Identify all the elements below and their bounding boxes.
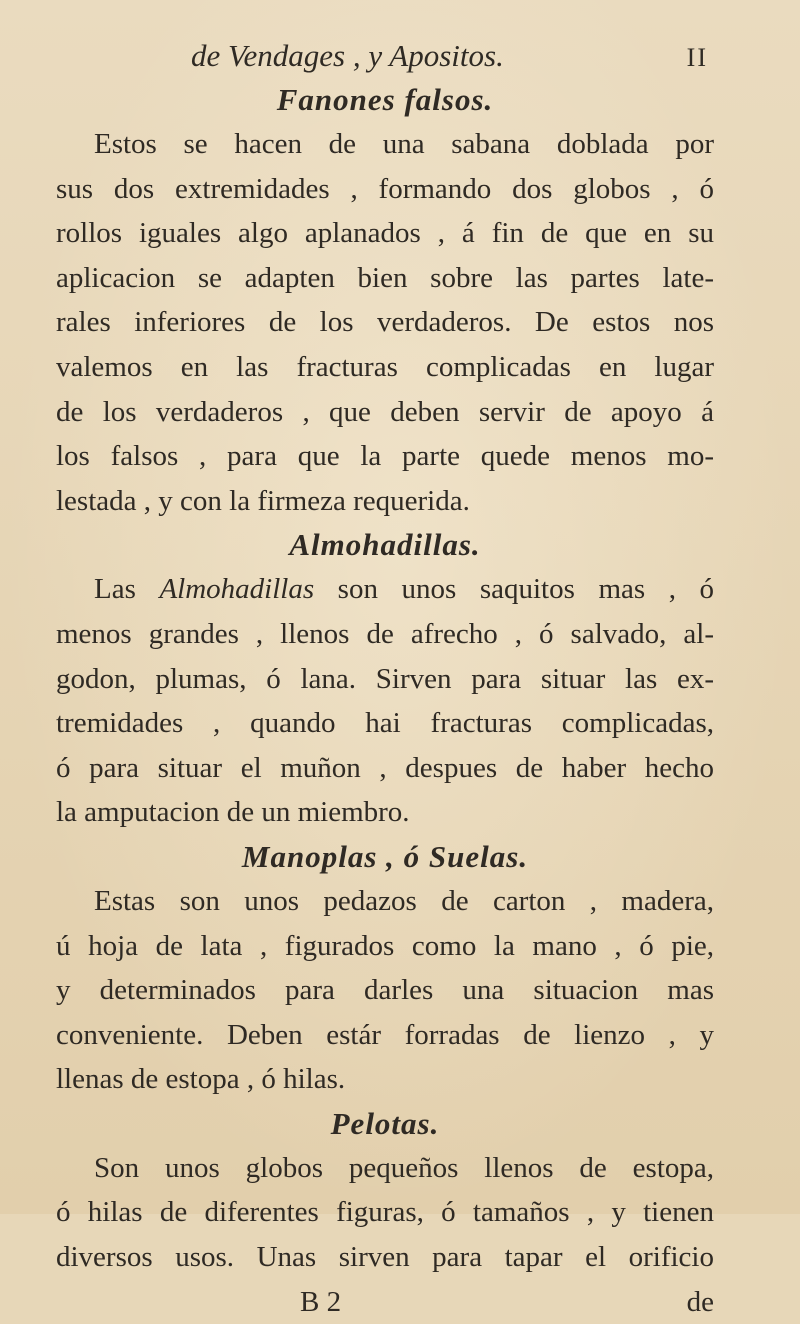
paragraph-fanones [56, 122, 714, 523]
paragraph-pelotas [56, 1146, 714, 1280]
text-line: diversos usos. Unas sirven para tapar el orificio [56, 1241, 714, 1274]
text-run: Las [94, 573, 160, 606]
text-line: godon, plumas, ó lana. Sirven para situar las ex- [56, 662, 714, 695]
paragraph-manoplas [56, 879, 714, 1102]
section-title-fanones: Fanones falsos. [276, 82, 494, 117]
text-line [56, 567, 714, 612]
text-line: ó hilas de diferentes figuras, ó tamaños , y tienen [56, 1196, 714, 1229]
text-line: conveniente. Deben estár forradas de lienzo , y [56, 1018, 714, 1051]
text-run: son unos saquitos mas , ó [314, 573, 715, 606]
text-line: los falsos , para que la parte quede menos mo- [56, 440, 714, 473]
page-number: II [686, 43, 708, 72]
text-line: y determinados para darles una situacion mas [56, 974, 714, 1007]
section-title-pelotas: Pelotas. [330, 1105, 440, 1141]
running-title: de Vendages , y Apositos. [191, 38, 504, 73]
text-line: llenas de estopa , ó hilas. [56, 1063, 346, 1096]
text-line: rollos iguales algo aplanados , á fin de que en su [56, 217, 714, 250]
signature-mark: B 2 [300, 1285, 342, 1318]
text-line: ú hoja de lata , figurados como la mano , ó pie, [56, 929, 714, 962]
text-line: menos grandes , llenos de afrecho , ó salvado, al- [56, 617, 714, 650]
text-line: tremidades , quando hai fracturas complicadas, [56, 707, 714, 740]
text-line: Estas son unos pedazos de carton , madera, [94, 884, 714, 917]
text-line: valemos en las fracturas complicadas en lugar [56, 350, 714, 383]
text-line: rales inferiores de los verdaderos. De estos nos [56, 306, 714, 339]
text-line: sus dos extremidades , formando dos globos , ó [56, 172, 714, 205]
text-line: aplicacion se adapten bien sobre las partes late- [56, 261, 714, 294]
text-line: de los verdaderos , que deben servir de apoyo á [56, 395, 714, 428]
text-line: Estos se hacen de una sabana doblada por [94, 128, 714, 160]
text-line: lestada , y con la firmeza requerida. [56, 484, 470, 517]
text-line: la amputacion de un miembro. [56, 796, 410, 829]
text-line: Son unos globos pequeños llenos de estopa, [94, 1151, 714, 1184]
paragraph-almohadillas [56, 567, 714, 835]
running-header [191, 38, 708, 78]
page-footer [300, 1280, 714, 1324]
italic-term: Almohadillas [159, 573, 315, 606]
catchword: de [686, 1285, 714, 1318]
text-line: ó para situar el muñon , despues de haber hecho [56, 751, 714, 784]
section-title-manoplas: Manoplas , ó Suelas. [241, 838, 529, 874]
section-title-almohadillas: Almohadillas. [289, 527, 481, 563]
